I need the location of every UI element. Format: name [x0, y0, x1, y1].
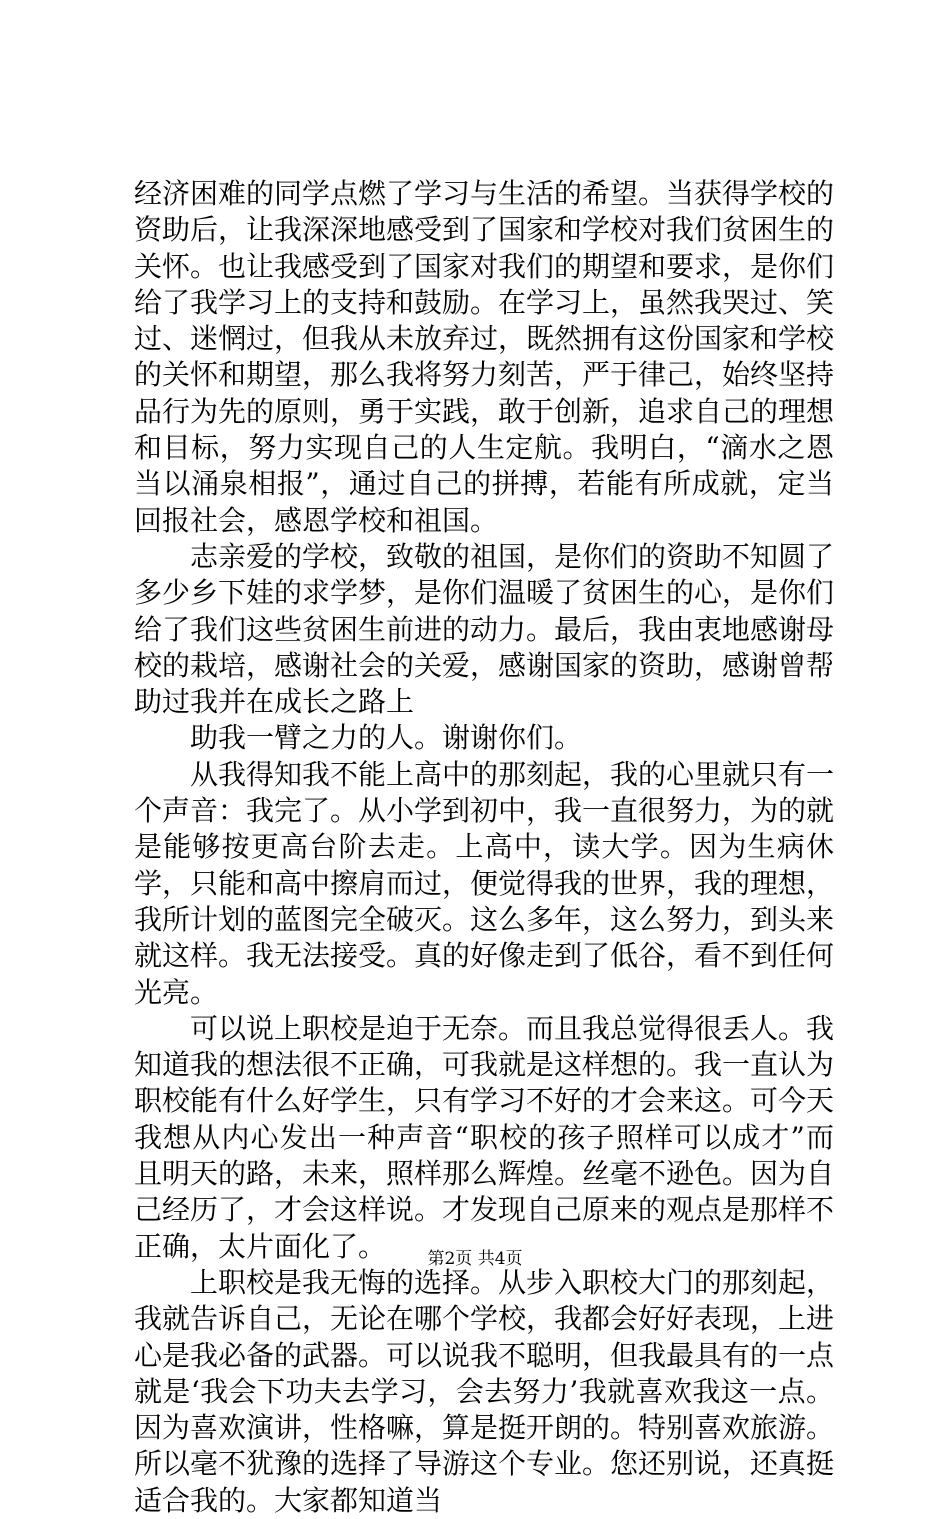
page-footer: 第2页 共4页: [427, 1249, 523, 1269]
paragraph-2: 志亲爱的学校，致敬的祖国，是你们的资助不知圆了多少乡下娃的求学梦，是你们温暖了贫困生的心，是你们给了我们这些贫困生前进的动力。最后，我由衷地感谢母校的栽培，感谢社会的关爱，感谢国家的资助，感谢曾帮助过我并在成长之路上: [134, 539, 835, 719]
paragraph-3: 助我一臂之力的人。谢谢你们。: [190, 721, 583, 755]
paragraph-5: 可以说上职校是迫于无奈。而且我总觉得很丢人。我知道我的想法很不正确，可我就是这样想的。我一直认为职校能有什么好学生，只有学习不好的才会来这。可今天我想从内心发出一种声音“职校的孩子照样可以成才”而且明天的路，未来，照样那么辉煌。丝毫不逊色。因为自己经历了，才会这样说。才发现自己原来的观点是那样不正确，太片面化了。: [134, 1011, 835, 1263]
paragraph-1: 经济困难的同学点燃了学习与生活的希望。当获得学校的资助后，让我深深地感受到了国家和学校对我们贫困生的关怀。也让我感受到了国家对我们的期望和要求，是你们给了我学习上的支持和鼓励。在学习上，虽然我哭过、笑过、迷惘过，但我从未放弃过，既然拥有这份国家和学校的关怀和期望，那么我将努力刻苦，严于律己，始终坚持品行为先的原则，勇于实践，敢于创新，追求自己的理想和目标，努力实现自己的人生定航。我明白，“滴水之恩当以涌泉相报”，通过自己的拼搏，若能有所成就，定当回报社会，感恩学校和祖国。: [134, 177, 835, 537]
document-body: [134, 176, 834, 1519]
paragraph-6: 上职校是我无悔的选择。从步入职校大门的那刻起，我就告诉自己，无论在哪个学校，我都会好好表现，上进心是我必备的武器。可以说我不聪明，但我最具有的一点就是‘我会下功夫去学习，会去努力’我就喜欢我这一点。因为喜欢演讲，性格嘛，算是挺开朗的。特别喜欢旅游。所以毫不犹豫的选择了导游这个专业。您还别说，还真挺适合我的。大家都知道当: [134, 1265, 835, 1517]
paragraph-4: 从我得知我不能上高中的那刻起，我的心里就只有一个声音：我完了。从小学到初中，我一直很努力，为的就是能够按更高台阶去走。上高中，读大学。因为生病休学，只能和高中擦肩而过，便觉得我的世界，我的理想，我所计划的蓝图完全破灭。这么多年，这么努力，到头来就这样。我无法接受。真的好像走到了低谷，看不到任何光亮。: [134, 757, 835, 1009]
